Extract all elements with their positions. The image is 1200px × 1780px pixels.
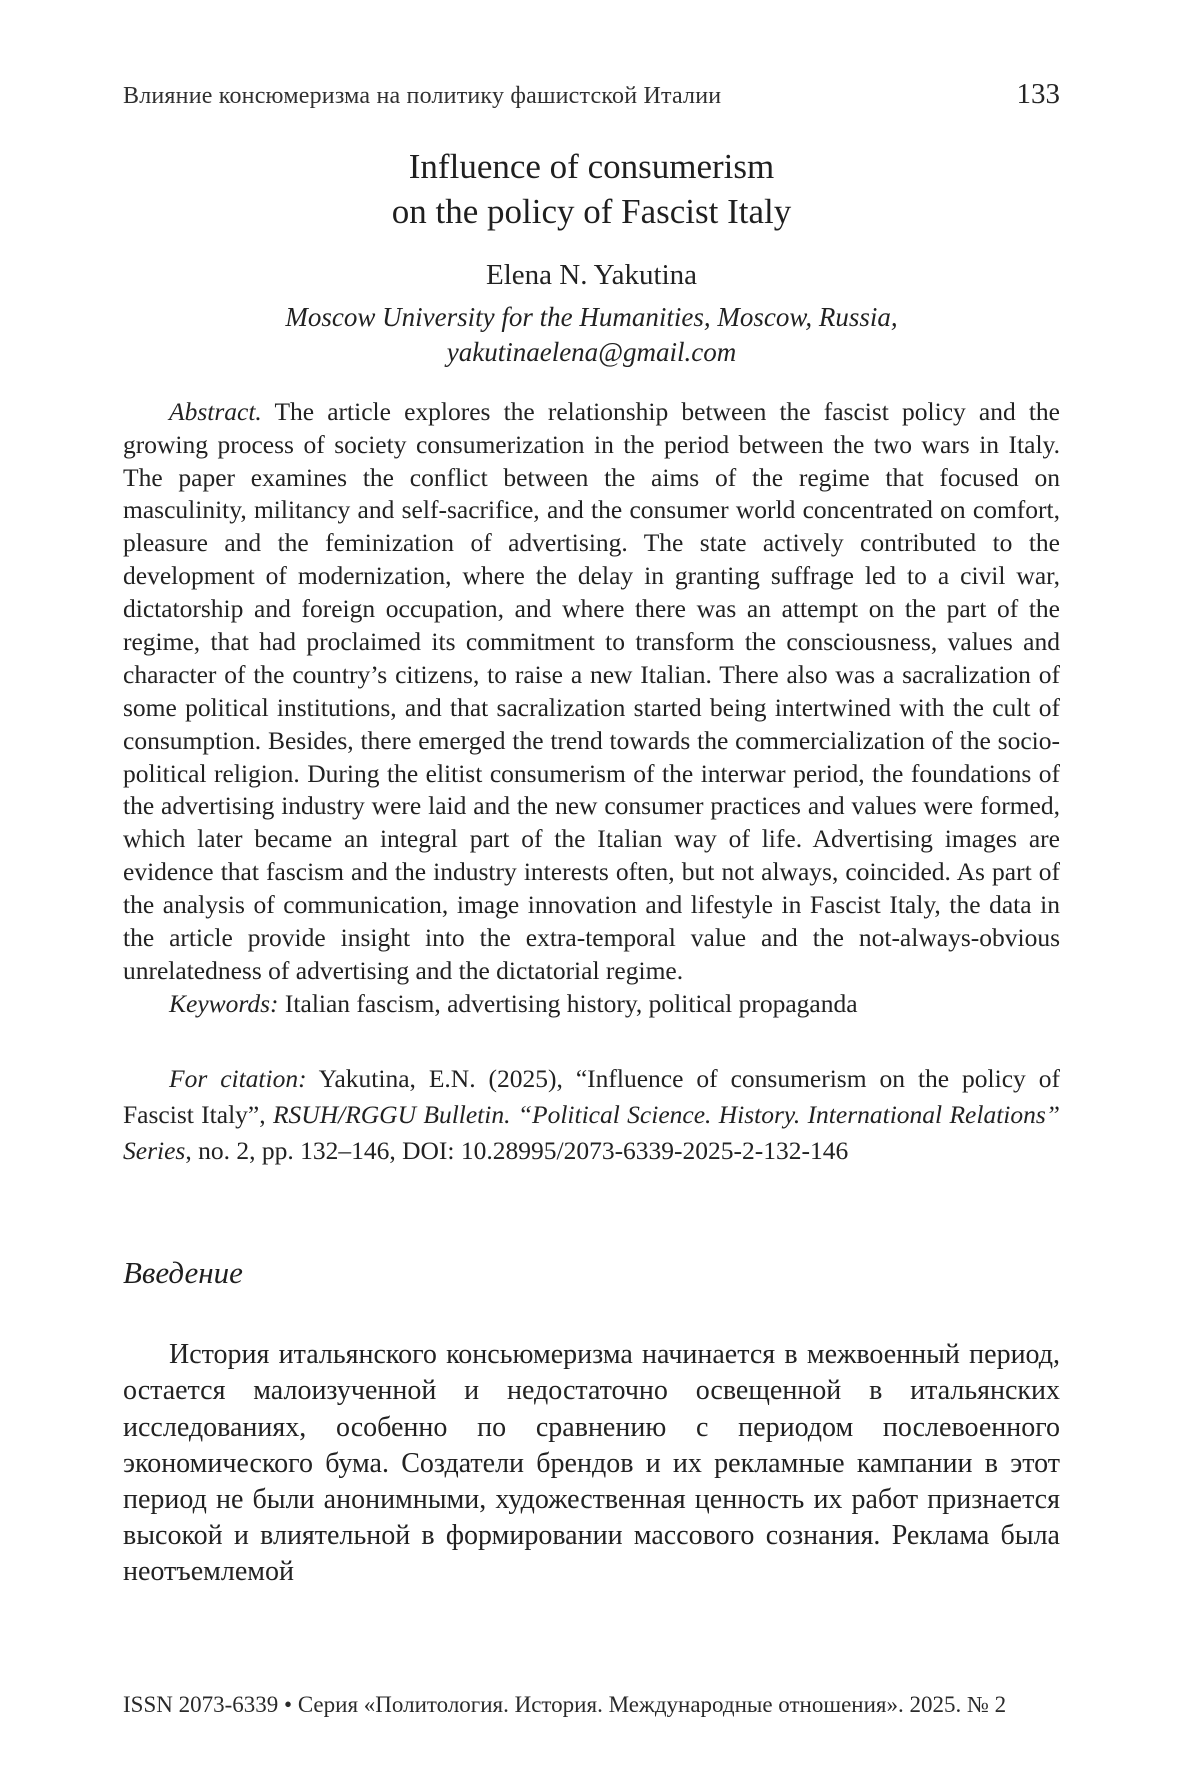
author-name: Elena N. Yakutina — [485, 258, 698, 291]
abstract-block — [123, 396, 1060, 1021]
citation-text-2: , no. 2, pp. 132–146, DOI: 10.28995/2073-6339-2025-2-132-146 — [185, 1136, 849, 1166]
citation-label: For citation: — [169, 1063, 307, 1093]
paper-title-line-1: Influence of consumerism — [408, 147, 775, 186]
running-title: Влияние консюмеризма на политику фашистской Италии — [123, 83, 722, 109]
citation-journal: RSUH/RGGU Bulletin. “Political Science. History. International Relations” Series — [123, 1099, 1060, 1166]
abstract-label: Abstract. — [169, 396, 262, 426]
keywords-line — [123, 988, 1060, 1021]
page-number: 133 — [1016, 78, 1060, 110]
paper-title-line-2: on the policy of Fascist Italy — [391, 191, 792, 231]
paper-title — [123, 145, 1060, 235]
citation-paragraph — [123, 1061, 1060, 1170]
citation-block — [123, 1061, 1060, 1170]
abstract-paragraph — [123, 396, 1060, 988]
running-head — [123, 78, 1060, 111]
author-affiliation: Moscow University for the Humanities, Moscow, Russia, — [285, 301, 898, 332]
intro-paragraph: История итальянского консьюмеризма начинается в межвоенный период, остается малоизученной и недостаточно освещенной в итальянских исследованиях, особенно по сравнению с периодом послевоенного экономического бума. Создатели брендов и их рекламные кампании в этот период не были анонимными, художественная ценность их работ признается высокой и влиятельной в формировании массового сознания. Реклама была неотъемлемой — [123, 1339, 1060, 1587]
author-email: yakutinaelena@gmail.com — [446, 336, 737, 367]
citation-text-1: Yakutina, E.N. (2025), “Influence of consumerism on the policy of Fascist Italy”, — [123, 1063, 1060, 1129]
introduction-block — [123, 1337, 1060, 1590]
section-heading-introduction: Введение — [123, 1255, 243, 1291]
keywords-text: Italian fascism, advertising history, political propaganda — [278, 988, 858, 1018]
abstract-text: The article explores the relationship between the fascist policy and the growing process of society consumerization in the period between the two wars in Italy. The paper examines the conflict between the aims of the regime that focused on masculinity, militancy and self-sacrifice, and the consumer world concentrated on comfort, pleasure and the feminization of advertising. The state actively contributed to the development of modernization, where the delay in granting suffrage led to a civil war, dictatorship and foreign occupation, and where there was an attempt on the part of the regime, that had proclaimed its commitment to transform the consciousness, values and character of the country’s citizens, to raise a new Italian. There also was a sacralization of some political institutions, and that sacralization started being intertwined with the cult of consumption. Besides, there emerged the trend towards the commercialization of the socio-political religion. During the elitist consumerism of the interwar period, the foundations of the advertising industry were laid and the new consumer practices and values were formed, which later became an integral part of the Italian way of life. Advertising images are evidence that fascism and the industry interests often, but not always, coincided. As part of the analysis of communication, image innovation and lifestyle in Fascist Italy, the data in the article provide insight into the extra-temporal value and the not-always-obvious unrelatedness of advertising and the dictatorial regime. — [123, 396, 1060, 985]
footer-issn-line: ISSN 2073-6339 • Серия «Политология. История. Международные отношения». 2025. № 2 — [123, 1692, 1007, 1717]
keywords-label: Keywords: — [169, 988, 279, 1018]
